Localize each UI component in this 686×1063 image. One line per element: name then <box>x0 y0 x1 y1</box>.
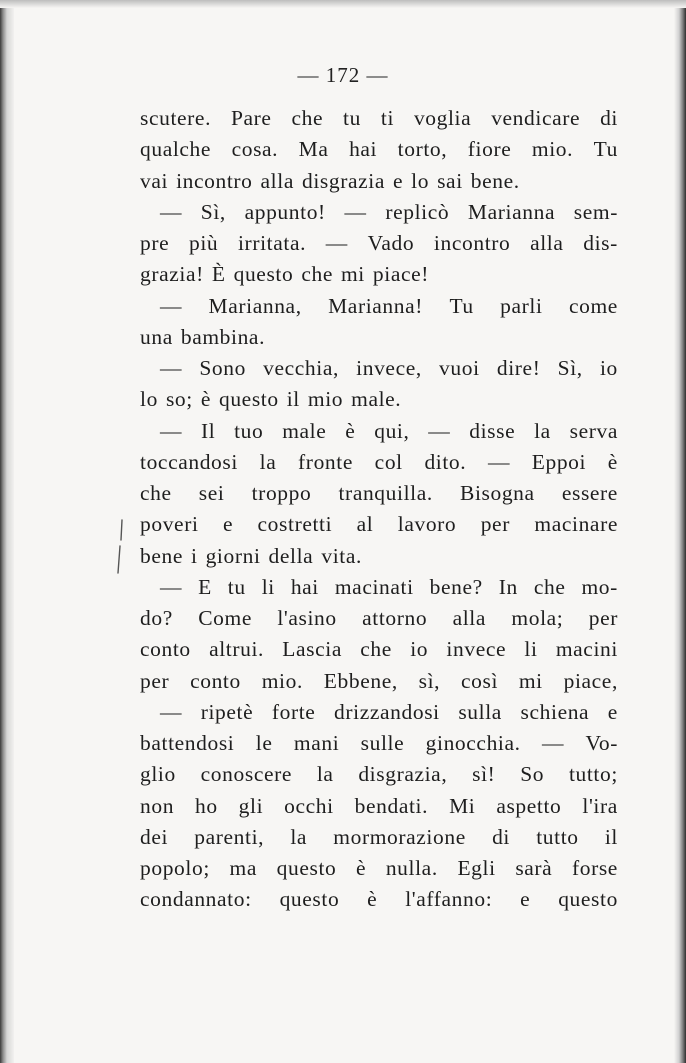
text-line: scutere. Pare che tu ti voglia vendicare di <box>140 106 618 130</box>
text-line: non ho gli occhi bendati. Mi aspetto l'ira <box>140 793 618 818</box>
text-line: poveri e costretti al lavoro per macinare <box>140 512 618 537</box>
text-line: conto altrui. Lascia che io invece li macini <box>140 637 618 662</box>
text-line: — E tu li hai macinati bene? In che mo- <box>160 574 618 599</box>
page-edge-top <box>0 0 686 8</box>
text-line: — Sono vecchia, invece, vuoi dire! Sì, io <box>160 356 618 380</box>
text-line: glio conoscere la disgrazia, sì! So tutto; <box>140 762 618 787</box>
pencil-margin-mark <box>113 518 129 576</box>
text-line: toccandosi la fronte col dito. — Eppoi è <box>140 449 618 474</box>
body-text <box>140 103 618 916</box>
text-line: do? Come l'asino attorno alla mola; per <box>140 606 618 630</box>
text-line: condannato: questo è l'affanno: e questo <box>140 887 618 912</box>
text-line: dei parenti, la mormorazione di tutto il <box>140 824 618 849</box>
text-line: qualche cosa. Ma hai torto, fiore mio. Tu <box>140 137 618 162</box>
text-line: vai incontro alla disgrazia e lo sai bene. <box>140 168 520 193</box>
text-line: lo so; è questo il mio male. <box>140 387 402 412</box>
text-line: grazia! È questo che mi piace! <box>140 262 430 287</box>
text-line: — ripetè forte drizzandosi sulla schiena e <box>160 699 618 724</box>
text-line: per conto mio. Ebbene, sì, così mi piace, <box>140 668 618 693</box>
text-line: — Il tuo male è qui, — disse la serva <box>160 418 618 443</box>
text-line: bene i giorni della vita. <box>140 543 362 568</box>
text-line: che sei troppo tranquilla. Bisogna essere <box>140 481 618 505</box>
text-line: pre più irritata. — Vado incontro alla dis- <box>140 231 618 255</box>
text-line: battendosi le mani sulle ginocchia. — Vo- <box>140 731 618 755</box>
binding-shadow-left <box>0 0 14 1063</box>
page-edge-right <box>674 0 686 1063</box>
text-line: una bambina. <box>140 324 266 349</box>
text-line: popolo; ma questo è nulla. Egli sarà forse <box>140 856 618 880</box>
text-line: — Marianna, Marianna! Tu parli come <box>160 293 618 318</box>
text-line: — Sì, appunto! — replicò Marianna sem- <box>160 199 618 224</box>
page-number: — 172 — <box>297 63 389 87</box>
